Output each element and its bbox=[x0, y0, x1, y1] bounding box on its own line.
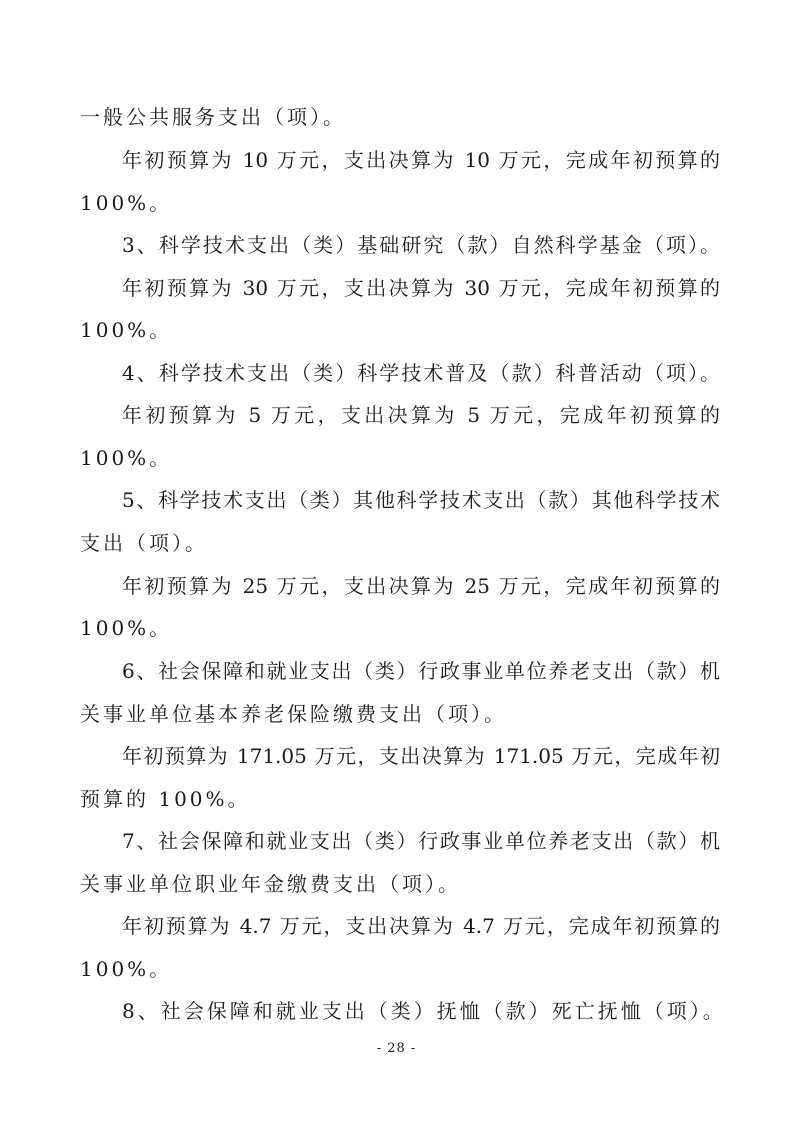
text-line: 100%。 bbox=[80, 957, 173, 981]
text-line: 年初预算为 4.7 万元，支出决算为 4.7 万元，完成年初预算的 bbox=[122, 914, 720, 938]
page-number: - 28 - bbox=[376, 1041, 417, 1056]
text-line: 年初预算为 171.05 万元，支出决算为 171.05 万元，完成年初 bbox=[122, 744, 720, 768]
text-line: 关事业单位职业年金缴费支出（项）。 bbox=[80, 872, 461, 896]
text-line: 一般公共服务支出（项）。 bbox=[80, 105, 346, 129]
text-line: 100%。 bbox=[80, 191, 173, 215]
text-line: 100%。 bbox=[80, 318, 173, 342]
text-line: 3、科学技术支出（类）基础研究（款）自然科学基金（项）。 bbox=[122, 233, 720, 257]
text-line: 4、科学技术支出（类）科学技术普及（款）科普活动（项）。 bbox=[122, 361, 720, 385]
text-line: 100%。 bbox=[80, 446, 173, 470]
text-line: 支出（项）。 bbox=[80, 531, 208, 555]
text-line: 6、社会保障和就业支出（类）行政事业单位养老支出（款）机 bbox=[122, 659, 720, 683]
text-line: 年初预算为 30 万元，支出决算为 30 万元，完成年初预算的 bbox=[122, 276, 720, 300]
text-line: 年初预算为 5 万元，支出决算为 5 万元，完成年初预算的 bbox=[122, 403, 720, 427]
text-line: 7、社会保障和就业支出（类）行政事业单位养老支出（款）机 bbox=[122, 829, 720, 853]
text-line: 年初预算为 10 万元，支出决算为 10 万元，完成年初预算的 bbox=[122, 148, 720, 172]
text-line: 关事业单位基本养老保险缴费支出（项）。 bbox=[80, 702, 507, 726]
text-line: 8、社会保障和就业支出（类）抚恤（款）死亡抚恤（项）。 bbox=[122, 999, 726, 1023]
text-line: 预算的 100%。 bbox=[80, 787, 251, 811]
text-line: 年初预算为 25 万元，支出决算为 25 万元，完成年初预算的 bbox=[122, 574, 720, 598]
text-line: 5、科学技术支出（类）其他科学技术支出（款）其他科学技术 bbox=[122, 488, 720, 512]
text-line: 100%。 bbox=[80, 616, 173, 640]
